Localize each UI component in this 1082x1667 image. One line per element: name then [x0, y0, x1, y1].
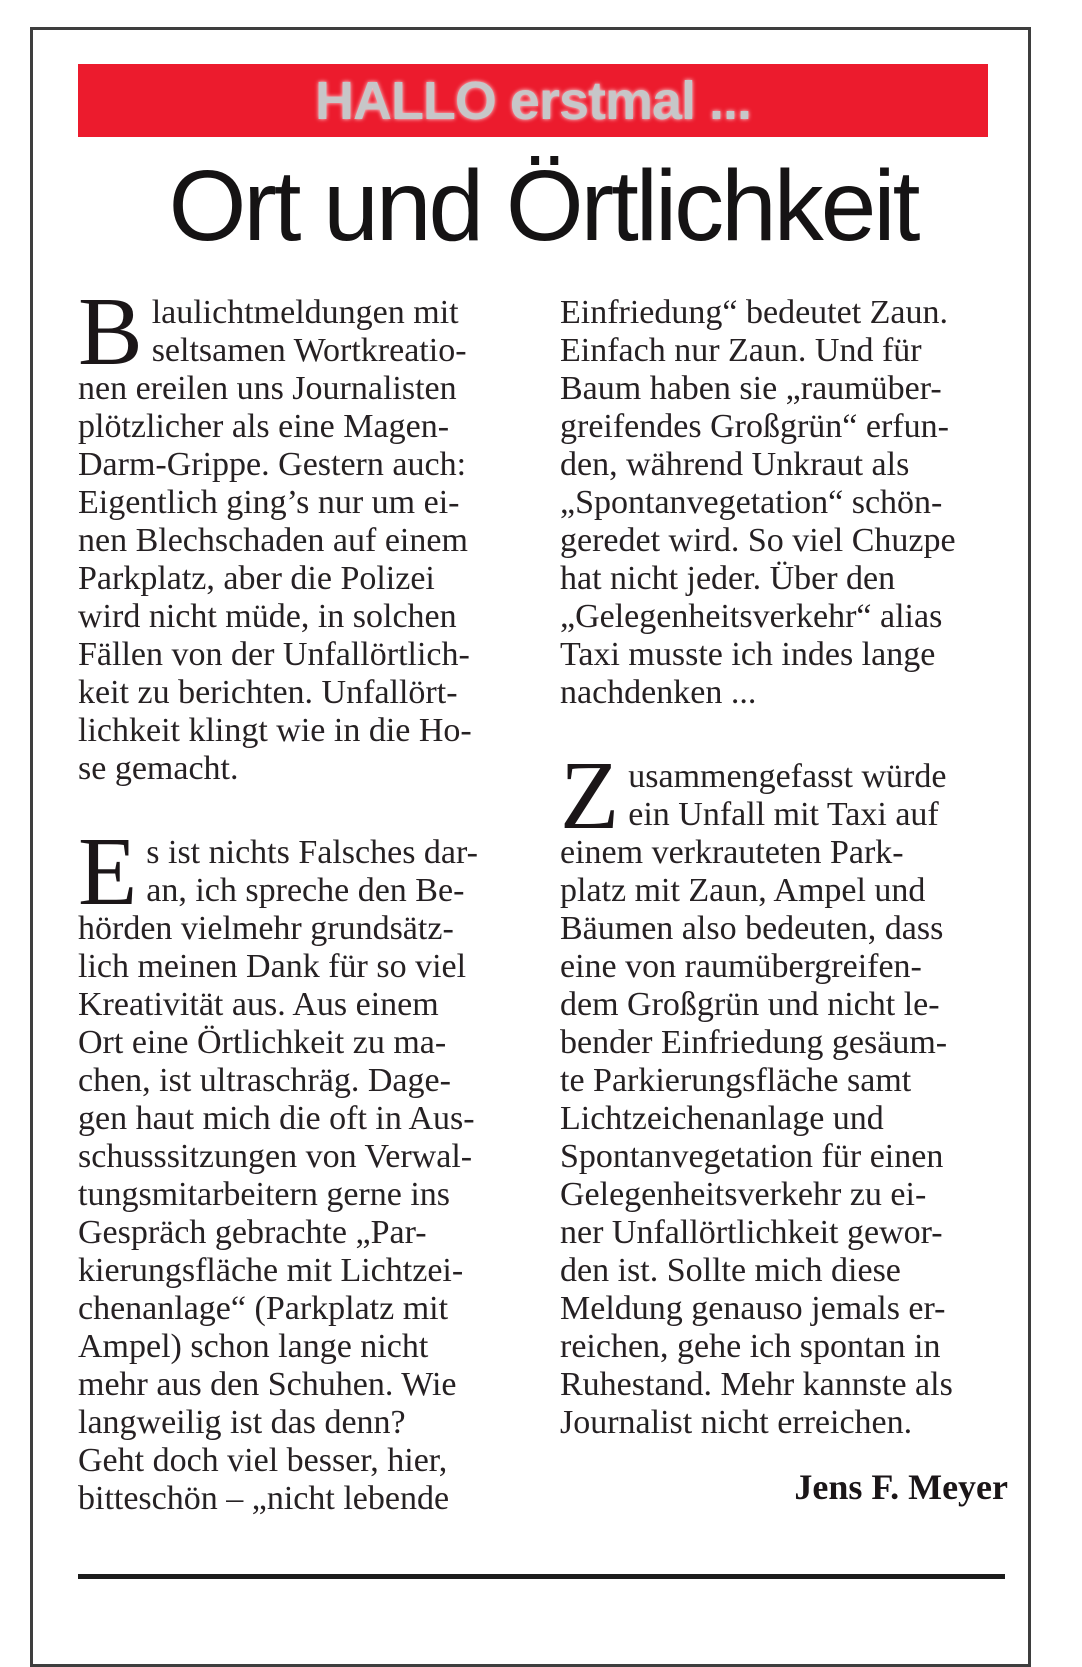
text-line: lichkeit klingt wie in die Ho- [78, 712, 472, 749]
text-line: Geht doch viel besser, hier, [78, 1442, 448, 1479]
text-line: an, ich spreche den Be- [146, 872, 465, 909]
text-line: Parkplatz, aber die Polizei [78, 560, 435, 597]
drop-cap: E [78, 818, 138, 925]
text-line: chenanlage“ (Parkplatz mit [78, 1290, 449, 1327]
bottom-rule [78, 1574, 1005, 1579]
text-line: geredet wird. So viel Chuzpe [560, 522, 956, 559]
text-line: Fällen von der Unfallörtlich- [78, 636, 470, 673]
text-line: wird nicht müde, in solchen [78, 598, 457, 635]
column-left [78, 278, 526, 1518]
text-line: s ist nichts Falsches dar- [146, 834, 478, 871]
section-banner [78, 64, 988, 137]
text-line: bender Einfriedung gesäum- [560, 1024, 948, 1061]
paragraph [560, 294, 1008, 712]
text-line: eine von raumübergreifen- [560, 948, 922, 985]
text-line: platz mit Zaun, Ampel und [560, 872, 926, 909]
headline: Ort und Örtlichkeit [168, 150, 918, 262]
text-line: Bäumen also bedeuten, dass [560, 910, 944, 947]
text-line: laulichtmeldungen mit [151, 294, 459, 331]
text-line: plötzlicher als eine Magen- [78, 408, 450, 445]
text-line: keit zu berichten. Unfallört- [78, 674, 458, 711]
text-line: se gemacht. [78, 750, 239, 787]
text-line: gen haut mich die oft in Aus- [78, 1100, 475, 1137]
text-line: langweilig ist das denn? [78, 1404, 406, 1441]
text-line: Meldung genauso jemals er- [560, 1290, 946, 1327]
text-line: „Spontanvegetation“ schön- [560, 484, 943, 521]
text-line: Eigentlich ging’s nur um ei- [78, 484, 460, 521]
text-line: Journalist nicht erreichen. [560, 1404, 913, 1441]
text-line: hörden vielmehr grundsätz- [78, 910, 454, 947]
text-line: tungsmitarbeitern gerne ins [78, 1176, 451, 1213]
text-line: Taxi musste ich indes lange [560, 636, 936, 673]
text-line: den ist. Sollte mich diese [560, 1252, 901, 1289]
text-line: Lichtzeichenanlage und [560, 1100, 884, 1137]
text-line: „Gelegenheitsverkehr“ alias [560, 598, 943, 635]
text-line: chen, ist ultraschräg. Dage- [78, 1062, 451, 1099]
text-line: Gelegenheitsverkehr zu ei- [560, 1176, 927, 1213]
byline: Jens F. Meyer [794, 1467, 1008, 1507]
newspaper-clipping-frame [30, 27, 1031, 1667]
text-line: Spontanvegetation für einen [560, 1138, 944, 1175]
drop-cap: B [78, 278, 143, 385]
text-line: den, während Unkraut als [560, 446, 910, 483]
text-line: bitteschön – „nicht lebende [78, 1480, 450, 1517]
article-columns [78, 278, 1008, 1518]
text-line: kierungsfläche mit Lichtzei- [78, 1252, 464, 1289]
text-line: Ort eine Örtlichkeit zu ma- [78, 1024, 447, 1061]
text-line: Einfriedung“ bedeutet Zaun. [560, 294, 949, 331]
text-line: reichen, gehe ich spontan in [560, 1328, 941, 1365]
section-banner-label: HALLO erstmal ... [314, 71, 752, 131]
text-line: dem Großgrün und nicht le- [560, 986, 940, 1023]
text-line: schusssitzungen von Verwal- [78, 1138, 473, 1175]
text-line: einem verkrauteten Park- [560, 834, 904, 871]
text-line: usammengefasst würde [628, 758, 947, 795]
text-line: Einfach nur Zaun. Und für [560, 332, 922, 369]
text-line: ner Unfallörtlichkeit gewor- [560, 1214, 943, 1251]
text-line: ein Unfall mit Taxi auf [628, 796, 939, 833]
text-line: Baum haben sie „raumüber- [560, 370, 942, 407]
text-line: Ampel) schon lange nicht [78, 1328, 429, 1365]
text-line: nen ereilen uns Journalisten [78, 370, 457, 407]
text-line: lich meinen Dank für so viel [78, 948, 467, 985]
text-line: greifendes Großgrün“ erfun- [560, 408, 949, 445]
text-line: nen Blechschaden auf einem [78, 522, 468, 559]
text-line: Ruhestand. Mehr kannste als [560, 1366, 953, 1403]
paragraph [78, 818, 526, 1518]
text-line: Kreativität aus. Aus einem [78, 986, 439, 1023]
text-line: Gespräch gebrachte „Par- [78, 1214, 427, 1251]
paragraph [78, 278, 526, 788]
paragraph [560, 742, 1008, 1442]
text-line: nachdenken ... [560, 674, 757, 711]
text-line: Darm-Grippe. Gestern auch: [78, 446, 467, 483]
text-line: mehr aus den Schuhen. Wie [78, 1366, 457, 1403]
column-right [560, 294, 1008, 1518]
text-line: seltsamen Wortkreatio- [151, 332, 467, 369]
drop-cap: Z [560, 742, 620, 849]
text-line: hat nicht jeder. Über den [560, 560, 896, 597]
text-line: te Parkierungsfläche samt [560, 1062, 912, 1099]
